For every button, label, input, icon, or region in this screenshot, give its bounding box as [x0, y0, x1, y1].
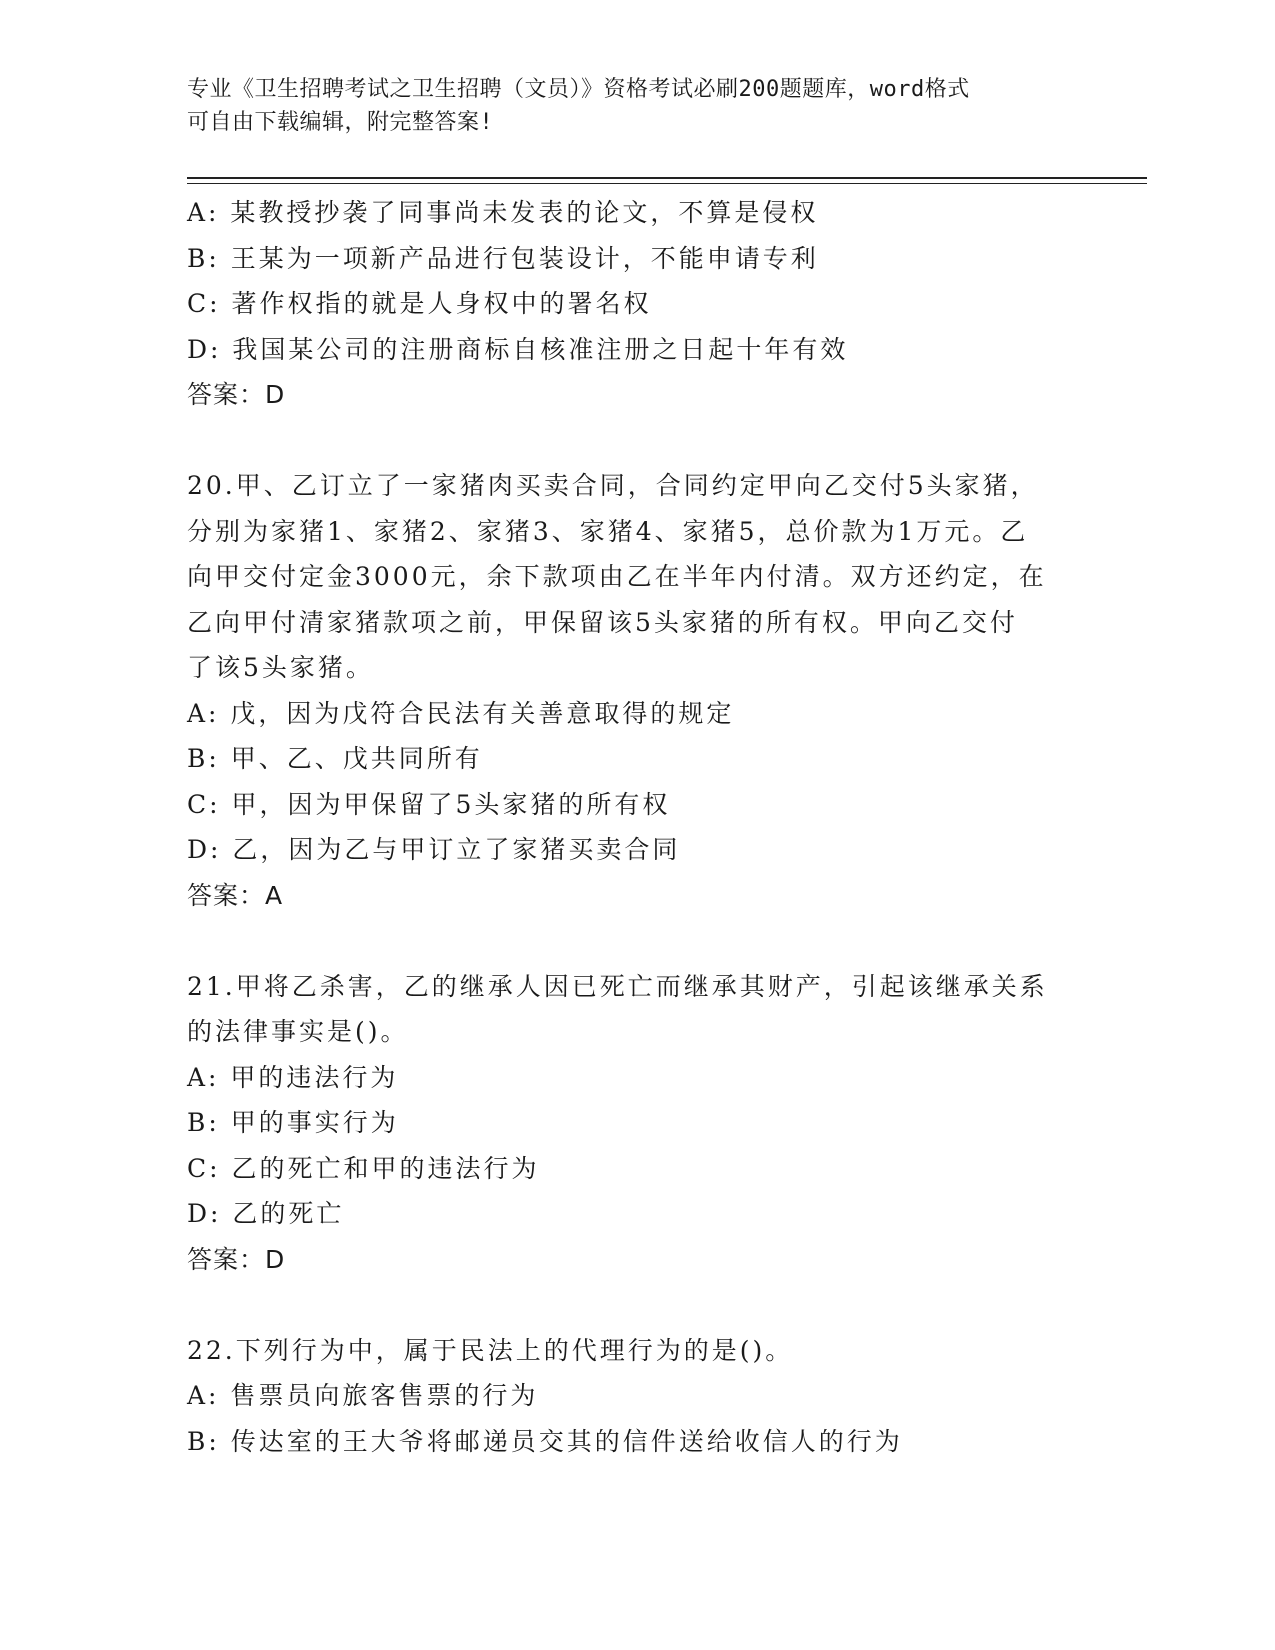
q20-stem-line-2: 分别为家猪1、家猪2、家猪3、家猪4、家猪5，总价款为1万元。乙 — [187, 516, 1029, 546]
q21-option-c: C: 乙的死亡和甲的违法行为 — [187, 1153, 540, 1183]
q20-stem-line-4: 乙向甲付清家猪款项之前，甲保留该5头家猪的所有权。甲向乙交付 — [187, 607, 1018, 637]
q20-stem-line-5: 了该5头家猪。 — [187, 653, 374, 682]
q21-option-d: D: 乙的死亡 — [187, 1199, 345, 1228]
q20-option-c: C: 甲，因为甲保留了5头家猪的所有权 — [187, 789, 671, 819]
header-rule-thin — [187, 183, 1147, 184]
question-21-block — [187, 964, 1087, 1283]
header-rule-thick — [187, 177, 1147, 179]
q19-option-d: D: 我国某公司的注册商标自核准注册之日起十年有效 — [187, 334, 849, 364]
q22-stem-line-1: 22.下列行为中，属于民法上的代理行为的是()。 — [187, 1335, 794, 1365]
question-content — [187, 190, 1087, 1464]
spacer — [187, 918, 1087, 964]
q22-option-b: B: 传达室的王大爷将邮递员交其的信件送给收信人的行为 — [187, 1426, 903, 1456]
spacer — [187, 1282, 1087, 1328]
question-19-block — [187, 190, 1087, 418]
q20-stem-line-3: 向甲交付定金3000元，余下款项由乙在半年内付清。双方还约定，在 — [187, 562, 1047, 591]
question-20-block — [187, 463, 1087, 918]
q19-option-a: A: 某教授抄袭了同事尚未发表的论文，不算是侵权 — [187, 198, 819, 227]
q21-option-b: B: 甲的事实行为 — [187, 1108, 399, 1137]
q19-option-c: C: 著作权指的就是人身权中的署名权 — [187, 289, 652, 318]
q20-option-d: D: 乙，因为乙与甲订立了家猪买卖合同 — [187, 835, 681, 864]
document-header — [187, 73, 1067, 139]
question-22-block — [187, 1328, 1087, 1465]
spacer — [187, 418, 1087, 464]
header-line-2: 可自由下载编辑，附完整答案! — [187, 110, 494, 135]
header-line-1: 专业《卫生招聘考试之卫生招聘（文员）》资格考试必刷200题题库，word格式 — [187, 77, 970, 102]
q20-answer: 答案：A — [187, 880, 284, 910]
q20-stem-line-1: 20.甲、乙订立了一家猪肉买卖合同，合同约定甲向乙交付5头家猪， — [187, 471, 1039, 500]
q19-option-b: B: 王某为一项新产品进行包装设计，不能申请专利 — [187, 243, 819, 273]
q21-answer: 答案：D — [187, 1244, 286, 1274]
q21-option-a: A: 甲的违法行为 — [187, 1062, 399, 1092]
q22-option-a: A: 售票员向旅客售票的行为 — [187, 1381, 539, 1410]
q21-stem-line-2: 的法律事实是()。 — [187, 1017, 409, 1046]
q20-option-b: B: 甲、乙、戊共同所有 — [187, 744, 483, 773]
q19-answer: 答案：D — [187, 380, 286, 409]
q21-stem-line-1: 21.甲将乙杀害，乙的继承人因已死亡而继承其财产，引起该继承关系 — [187, 971, 1048, 1001]
q20-option-a: A: 戊，因为戊符合民法有关善意取得的规定 — [187, 698, 735, 728]
